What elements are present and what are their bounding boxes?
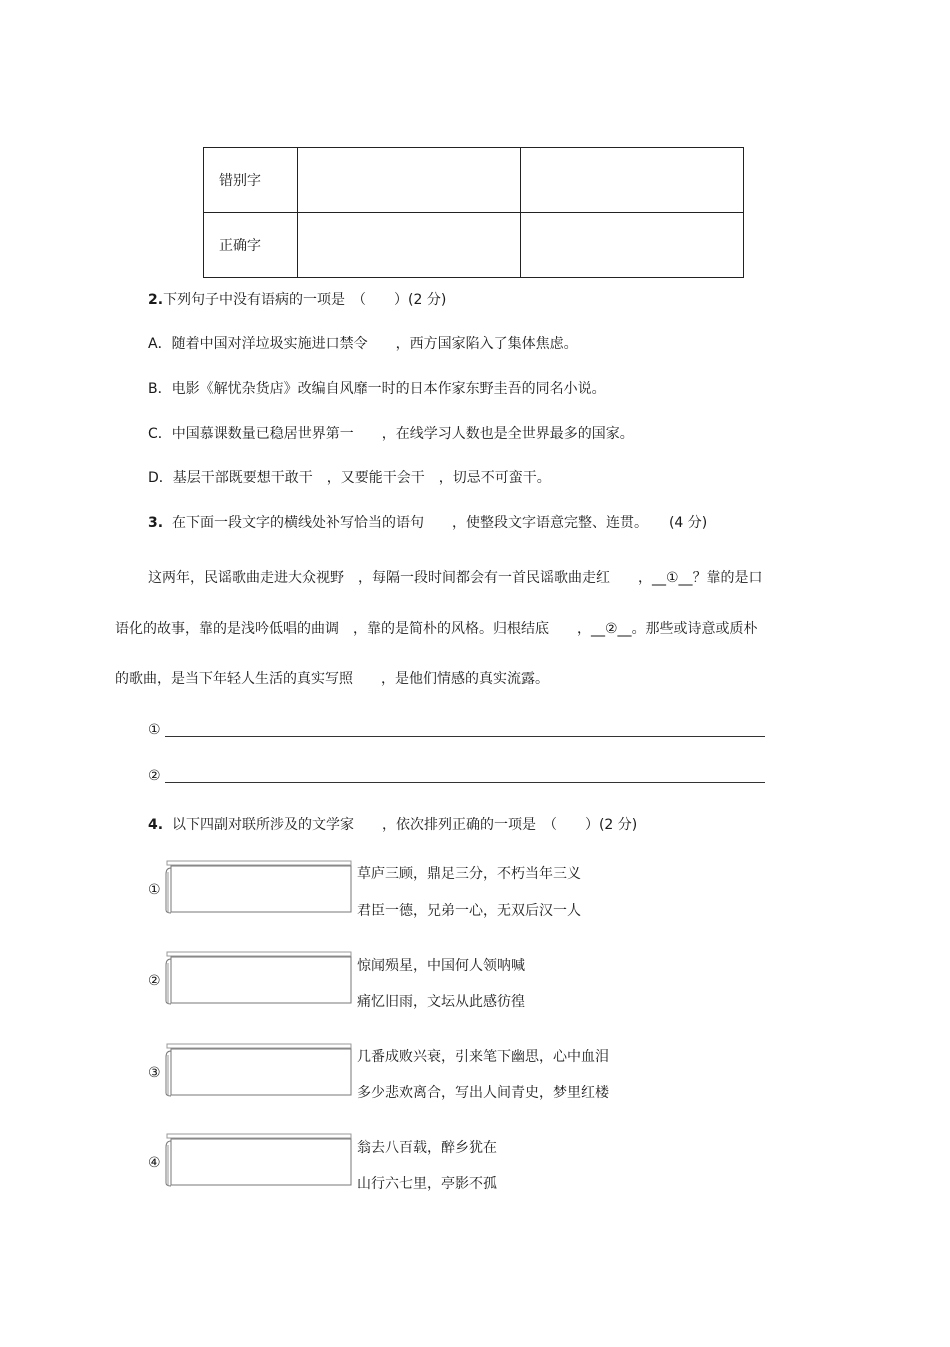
answer-cell[interactable] [297,148,520,213]
option-c [148,423,634,443]
couplet-lower: 君臣一德，兄弟一心，无双后汉一人 [357,903,581,919]
option-d [148,467,551,487]
passage-text: 。那些或诗意或质朴 [631,621,758,637]
option-text: 随着中国对洋垃圾实施进口禁令 ，西方国家陷入了集体焦虑。 [171,336,578,352]
answer-line-2[interactable] [165,782,765,783]
scroll-frame-icon [165,951,353,1003]
couplet-upper: 几番成败兴衰，引来笔下幽思，心中血泪 [357,1049,609,1065]
option-letter: C． [148,426,172,442]
answer-cell[interactable] [297,213,520,278]
question-text: 在下面一段文字的横线处补写恰当的语句 ，使整段文字语意完整、连贯。 (4 分) [171,515,708,531]
couplet-mark: ③ [148,1065,161,1081]
question-number: 3. [148,515,164,531]
scroll-frame-icon [165,1133,353,1185]
option-text: 电影《解忧杂货店》改编自风靡一时的日本作家东野圭吾的同名小说。 [171,381,606,397]
couplet-mark: ② [148,973,161,989]
couplet-upper: 翁去八百载，醉乡犹在 [357,1140,497,1156]
table-row [204,213,744,278]
question-2-stem [148,289,446,309]
couplet-lower: 山行六七里，亭影不孤 [357,1176,497,1192]
answer-mark-2: ② [148,768,161,784]
couplet-lower: 多少悲欢离合，写出人间青史，梦里红楼 [357,1085,609,1101]
option-letter: B． [148,381,172,397]
correction-table [203,147,744,278]
option-text: 基层干部既要想干敢干 ，又要能干会干 ，切忌不可蛮干。 [172,470,551,486]
passage-text: ？靠的是口 [692,570,763,586]
passage-line-3 [115,668,549,688]
couplet-mark: ① [148,882,161,898]
table-row-label: 正确字 [204,213,298,278]
answer-mark-1: ① [148,722,161,738]
passage-line-2 [115,618,758,638]
question-number: 2. [148,292,164,308]
option-letter: A． [148,336,172,352]
blank-2: __②__ [591,621,632,637]
scroll-frame-icon [165,860,353,912]
option-a [148,333,578,353]
option-letter: D． [148,470,173,486]
couplet-upper: 惊闻殒星，中国何人领呐喊 [357,958,525,974]
couplet-mark: ④ [148,1155,161,1171]
scroll-frame-icon [165,1043,353,1095]
answer-cell[interactable] [520,213,743,278]
couplet-lower: 痛忆旧雨，文坛从此感彷徨 [357,994,525,1010]
passage-text: 这两年，民谣歌曲走进大众视野 ，每隔一段时间都会有一首民谣歌曲走红 ， [148,570,652,586]
passage-text: 的歌曲，是当下年轻人生活的真实写照 ，是他们情感的真实流露。 [115,671,549,687]
option-text: 中国慕课数量已稳居世界第一 ，在线学习人数也是全世界最多的国家。 [171,426,634,442]
couplet-upper: 草庐三顾，鼎足三分，不朽当年三义 [357,866,581,882]
question-text: 下列句子中没有语病的一项是 （ ）(2 分) [163,292,447,308]
option-b [148,378,606,398]
passage-line-1 [148,567,763,587]
question-3-stem [148,512,707,532]
table-row-label: 错别字 [204,148,298,213]
answer-cell[interactable] [520,148,743,213]
answer-line-1[interactable] [165,736,765,737]
passage-text: 语化的故事，靠的是浅吟低唱的曲调 ，靠的是简朴的风格。归根结底 ， [115,621,591,637]
question-number: 4. [148,817,164,833]
blank-1: __①__ [652,570,693,586]
question-4-stem [148,814,637,834]
question-text: 以下四副对联所涉及的文学家 ，依次排列正确的一项是 （ ）(2 分) [171,817,638,833]
table-row [204,148,744,213]
